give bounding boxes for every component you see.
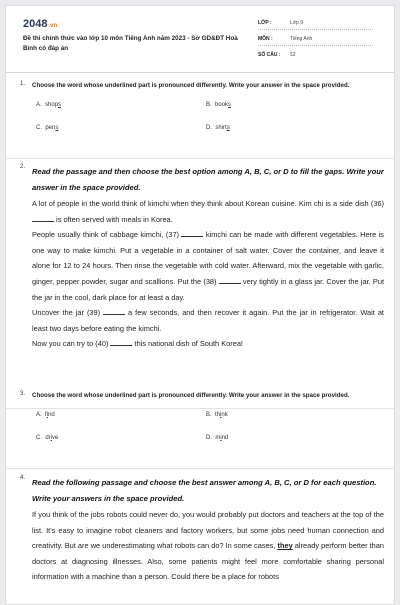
question-prompt: Choose the word whose underlined part is pronounced differently. Write your answer in the space provided. bbox=[32, 82, 350, 89]
document-title: Đề thi chính thức vào lớp 10 môn Tiếng Anh năm 2023 - Sở GD&ĐT Hoà Bình có đáp án bbox=[23, 35, 238, 52]
question-prompt: Read the passage and then choose the best option among A, B, C, or D to fill the gaps. Write your answer in the space provided. bbox=[32, 167, 384, 192]
option-b[interactable]: B. think bbox=[206, 411, 228, 418]
option-d[interactable]: D. shirts bbox=[206, 124, 230, 131]
question-number: 1. bbox=[20, 81, 26, 87]
question-prompt: Choose the word whose underlined part is pronounced differently. Write your answer in the space provided. bbox=[32, 392, 350, 399]
gap-37[interactable] bbox=[181, 231, 203, 237]
meta-row-class bbox=[258, 20, 373, 36]
underlined-word: they bbox=[277, 541, 293, 551]
meta-divider bbox=[258, 45, 373, 46]
exam-page bbox=[5, 5, 395, 605]
meta-key: SỐ CÂU : bbox=[258, 52, 281, 58]
meta-value: Tiếng Anh bbox=[290, 36, 313, 42]
question-number: 4. bbox=[20, 475, 26, 481]
logo-suffix: .vn bbox=[48, 23, 58, 29]
header-divider bbox=[6, 72, 394, 73]
site-logo[interactable] bbox=[23, 18, 57, 30]
question-number: 3. bbox=[20, 391, 26, 397]
meta-value: Lớp 9 bbox=[290, 20, 304, 26]
meta-key: LỚP : bbox=[258, 20, 272, 26]
gap-38[interactable] bbox=[219, 278, 241, 284]
meta-row-subject bbox=[258, 36, 373, 52]
exam-meta bbox=[258, 20, 373, 68]
gap-40[interactable] bbox=[110, 340, 132, 346]
meta-divider bbox=[258, 29, 373, 30]
option-c[interactable]: C. drive bbox=[36, 434, 59, 441]
option-d[interactable]: D. mind bbox=[206, 434, 229, 441]
reading-passage: A lot of people in the world think of kimchi when they think about Korean cuisine. Kim chi is a side dish (36) is often served with meals in Korea. People usually think of cabbage kimchi, (37) kimchi can be made with different vegetables. Here is one way to make kimchi. Put a vegetable in a container of salt water. Cover the container, and leave it alone for 12 to 24 hours. Then rinse the vegetable with cold water. Afterward, mix the vegetable with garlic, ginger, pepper powder, sugar and scallions. Put the (38) very tightly in a glass jar. Cover the jar. Put the jar in the cool, dark place for at least a day. Uncover the jar (39) a few seconds, and then recover it again. Put the jar in refrigerator. Wait at least two days before eating the kimchi. Now you can try to (40) this national dish of South Korea! bbox=[32, 199, 385, 349]
meta-value: 52 bbox=[290, 52, 296, 58]
meta-key: MÔN : bbox=[258, 36, 273, 42]
option-a[interactable]: A. find bbox=[36, 411, 55, 418]
answer-options bbox=[32, 412, 362, 472]
option-b[interactable]: B. books bbox=[206, 101, 232, 108]
gap-36[interactable] bbox=[32, 216, 54, 222]
option-c[interactable]: C. pens bbox=[36, 124, 59, 131]
question-prompt: Read the following passage and choose the best answer among A, B, C, or D for each question. Write your answers in the space provided. bbox=[32, 478, 377, 503]
reading-passage: If you think of the jobs robots could never do, you would probably put doctors and teachers at the top of the list. It’s easy to imagine robot cleaners and factory workers, but some jobs need human connection and creativity. But are we underestimating what robots can do? In some cases, they already perform better than doctors at diagnosing illnesses. Also, some patients might feel more comfortable sharing personal information with a machine than a person. Could there be a place for robots bbox=[32, 510, 385, 582]
page-header bbox=[6, 6, 394, 72]
meta-row-count bbox=[258, 52, 373, 68]
logo-text: 2048 bbox=[23, 18, 48, 30]
question-number: 2. bbox=[20, 164, 26, 170]
section-divider bbox=[6, 158, 394, 159]
option-a[interactable]: A. shops bbox=[36, 101, 62, 108]
section-divider bbox=[6, 468, 394, 469]
gap-39[interactable] bbox=[103, 309, 125, 315]
answer-options bbox=[32, 102, 362, 162]
